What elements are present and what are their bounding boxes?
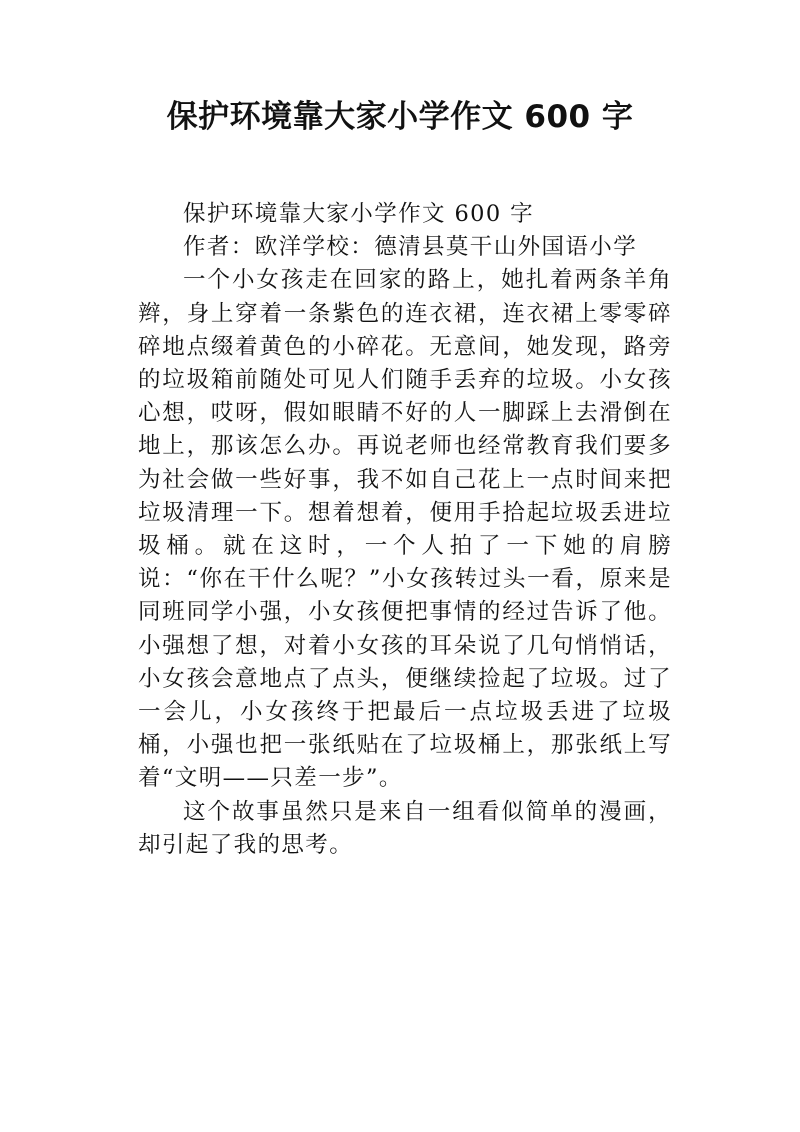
author-school-line: 作者：欧洋学校：德清县莫干山外国语小学 bbox=[183, 234, 638, 261]
document-title: 保护环境靠大家小学作文 600 字 bbox=[166, 99, 634, 135]
subtitle-paragraph: 保护环境靠大家小学作文 600 字 bbox=[183, 201, 535, 227]
story-paragraph: 一个小女孩走在回家的路上，她扎着两条羊角辫，身上穿着一条紫色的连衣裙，连衣裙上零零碎碎地点缀着黄色的小碎花。无意间，她发现，路旁的垃圾箱前随处可见人们随手丢弃的垃圾。小女孩心想，哎呀，假如眼睛不好的人一脚踩上去滑倒在地上，那该怎么办。再说老师也经常教育我们要多为社会做一些好事，我不如自己花上一点时间来把垃圾清理一下。想着想着，便用手拾起垃圾丢进垃圾桶。就在这时，一个人拍了一下她的肩膀说：“你在干什么呢？”小女孩转过头一看，原来是同班同学小强，小女孩便把事情的经过告诉了他。小强想了想，对着小女孩的耳朵说了几句悄悄话，小女孩会意地点了点头，便继续捡起了垃圾。过了一会儿，小女孩终于把最后一点垃圾丢进了垃圾桶，小强也把一张纸贴在了垃圾桶上，那张纸上写着“文明——只差一步”。 bbox=[138, 267, 672, 792]
reflection-paragraph: 这个故事虽然只是来自一组看似简单的漫画，却引起了我的思考。 bbox=[138, 798, 672, 858]
document-body bbox=[138, 198, 672, 862]
